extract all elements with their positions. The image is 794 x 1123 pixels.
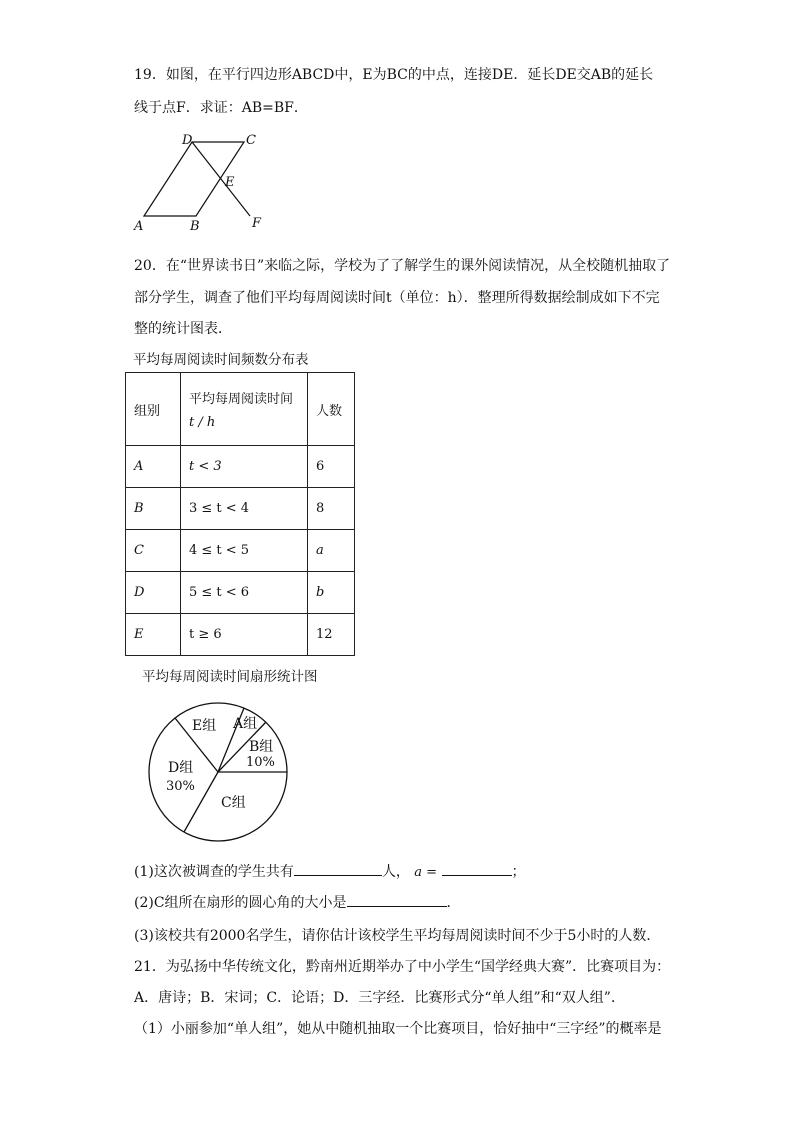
cell-range: 5 ≤ t < 6: [181, 572, 308, 614]
pie-label-E: E组: [192, 718, 217, 734]
header-time-label: 平均每周阅读时间: [189, 392, 294, 407]
pie-label-B-pct: 10%: [246, 755, 275, 770]
sub1-end: ；: [511, 864, 526, 880]
table-header-row: [126, 373, 355, 446]
q20-line2: 部分学生，调查了他们平均每周阅读时间t（单位：h）．整理所得数据绘制成如下不完: [134, 290, 660, 306]
answer-blank-total[interactable]: [294, 861, 382, 876]
sub1-mid: 人，: [381, 864, 410, 880]
q20-line1: 20．在“世界读书日”来临之际，学校为了了解学生的课外阅读情况，从全校随机抽取了: [134, 258, 671, 274]
sub2-end: ．: [446, 895, 461, 911]
table-row: [126, 446, 355, 488]
pie-label-B: B组: [249, 739, 274, 755]
sub1-prefix: (1)这次被调查的学生共有: [134, 864, 294, 880]
cell-group: E: [126, 614, 181, 656]
cell-range: 4 ≤ t < 5: [181, 530, 308, 572]
cell-group: D: [126, 572, 181, 614]
cell-count: 6: [308, 446, 355, 488]
frequency-table: [125, 372, 355, 656]
header-time-unit: t / h: [189, 415, 216, 430]
q20-line3: 整的统计图表．: [134, 321, 232, 337]
pie-label-D: D组: [168, 760, 194, 776]
sub-question-1: [134, 861, 526, 881]
label-F: F: [252, 216, 262, 231]
label-D: D: [182, 133, 193, 148]
table-row: [126, 488, 355, 530]
answer-blank-angle[interactable]: [347, 892, 447, 907]
q21-line3: （1）小丽参加“单人组”，她从中随机抽取一个比赛项目，恰好抽中“三字经”的概率是: [134, 1021, 662, 1037]
q21-line1: 21．为弘扬中华传统文化，黔南州近期举办了中小学生“国学经典大赛”．比赛项目为：: [134, 959, 671, 975]
cell-count: b: [308, 572, 355, 614]
pie-label-A: A组: [233, 716, 258, 732]
table-row: [126, 530, 355, 572]
cell-range: 3 ≤ t < 4: [181, 488, 308, 530]
header-time: [181, 373, 308, 446]
table-row: [126, 614, 355, 656]
table-title: 平均每周阅读时间频数分布表: [133, 352, 309, 368]
cell-count: 8: [308, 488, 355, 530]
cell-range: t < 3: [181, 446, 308, 488]
pie-title: 平均每周阅读时间扇形统计图: [142, 669, 318, 685]
q19-line1: 19．如图，在平行四边形ABCD中，E为BC的中点，连接DE．延长DE交AB的延长: [134, 67, 654, 83]
pie-label-C: C组: [221, 795, 246, 811]
cell-range: t ≥ 6: [181, 614, 308, 656]
header-group: 组别: [126, 373, 181, 446]
cell-group: C: [126, 530, 181, 572]
label-B: B: [190, 219, 200, 232]
table-row: [126, 572, 355, 614]
label-A: A: [134, 219, 144, 232]
sub-question-3: (3)该校共有2000名学生，请你估计该校学生平均每周阅读时间不少于5小时的人数．: [134, 928, 661, 944]
sub1-a: a =: [414, 865, 438, 880]
q19-line2: 线于点F．求证：AB=BF．: [134, 100, 308, 116]
header-count: 人数: [308, 373, 355, 446]
cell-count: 12: [308, 614, 355, 656]
cell-count: a: [308, 530, 355, 572]
pie-label-D-pct: 30%: [166, 779, 195, 794]
cell-group: B: [126, 488, 181, 530]
label-E: E: [225, 175, 235, 190]
parallelogram-figure: [132, 130, 272, 232]
answer-blank-a[interactable]: [442, 861, 512, 876]
label-C: C: [246, 133, 256, 148]
pie-chart: [145, 700, 295, 850]
cell-group: A: [126, 446, 181, 488]
q21-line2: A．唐诗；B．宋词；C．论语；D．三字经．比赛形式分“单人组”和“双人组”．: [134, 990, 625, 1006]
sub-question-2: [134, 892, 461, 912]
sub2-prefix: (2)C组所在扇形的圆心角的大小是: [134, 895, 347, 911]
